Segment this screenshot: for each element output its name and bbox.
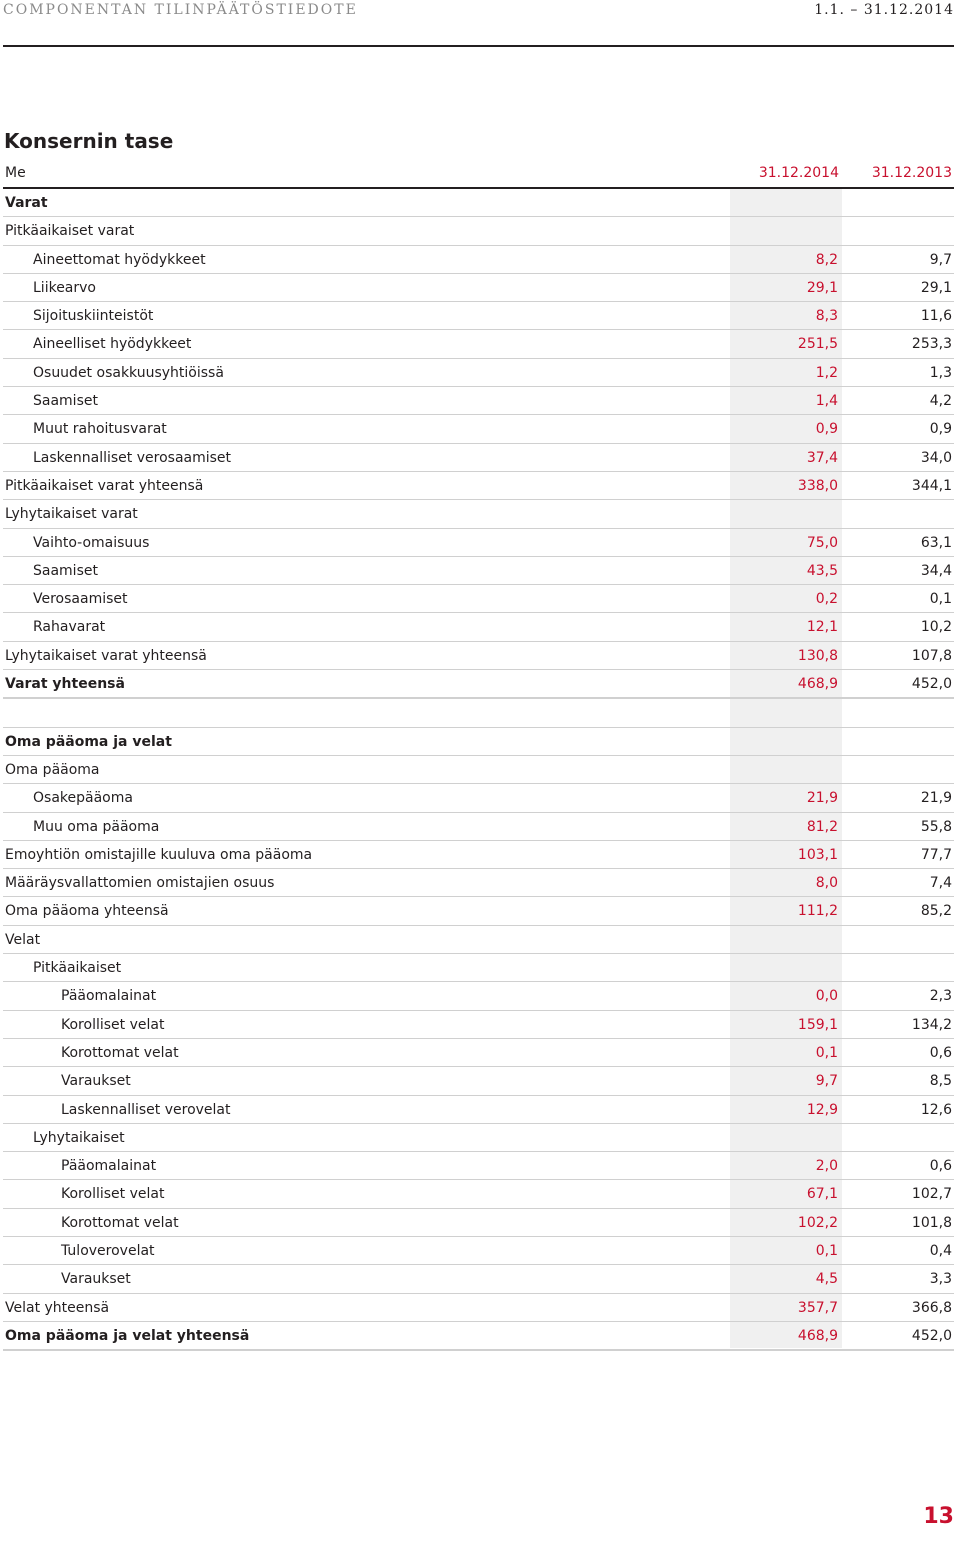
row-label: Varaukset <box>61 1073 131 1090</box>
row-label: Oma pääoma <box>5 761 100 778</box>
value-2013: 0,4 <box>929 1242 952 1259</box>
value-2014: 103,1 <box>797 846 838 863</box>
row-label: Osakepääoma <box>33 790 133 807</box>
table-row <box>3 982 954 1010</box>
value-2013: 21,9 <box>920 790 952 807</box>
value-2013: 2,3 <box>929 988 952 1005</box>
value-2014: 1,4 <box>815 393 838 410</box>
value-2014: 81,2 <box>806 818 838 835</box>
row-label: Korolliset velat <box>61 1186 165 1203</box>
value-2013: 452,0 <box>911 1327 952 1344</box>
row-label: Muut rahoitusvarat <box>33 421 167 438</box>
value-2013: 102,7 <box>911 1186 952 1203</box>
value-2013: 11,6 <box>920 308 952 325</box>
value-2014: 111,2 <box>797 903 838 920</box>
row-label: Velat yhteensä <box>5 1299 110 1316</box>
value-2013: 4,2 <box>929 393 952 410</box>
table-row <box>3 784 954 812</box>
value-2013: 8,5 <box>929 1073 952 1090</box>
table-row <box>3 330 954 358</box>
value-2014: 2,0 <box>815 1158 838 1175</box>
table-row <box>3 529 954 557</box>
row-label: Korolliset velat <box>61 1016 165 1033</box>
row-label: Määräysvallattomien omistajien osuus <box>5 875 275 892</box>
value-2014: 29,1 <box>806 279 838 296</box>
value-2014: 12,1 <box>806 619 838 636</box>
value-2013: 0,1 <box>929 591 952 608</box>
value-2014: 159,1 <box>797 1016 838 1033</box>
value-2013: 63,1 <box>920 534 952 551</box>
row-label: Pääomalainat <box>61 988 157 1005</box>
table-row <box>3 189 954 217</box>
balance-sheet-table <box>3 160 954 1351</box>
row-label: Tuloverovelat <box>61 1242 155 1259</box>
table-row <box>3 274 954 302</box>
row-label: Liikearvo <box>33 279 96 296</box>
row-label: Aineelliset hyödykkeet <box>33 336 192 353</box>
value-2014: 67,1 <box>806 1186 838 1203</box>
row-label: Laskennalliset verosaamiset <box>33 449 232 466</box>
value-2013: 7,4 <box>929 875 952 892</box>
row-label: Oma pääoma ja velat yhteensä <box>5 1327 250 1344</box>
table-row <box>3 1096 954 1124</box>
row-label: Korottomat velat <box>61 1214 179 1231</box>
value-2014: 12,9 <box>806 1101 838 1118</box>
table-row <box>3 1067 954 1095</box>
value-2014: 468,9 <box>797 676 838 693</box>
value-2013: 34,4 <box>920 562 952 579</box>
table-row <box>3 813 954 841</box>
row-label: Lyhytaikaiset <box>33 1129 125 1146</box>
table-row <box>3 1011 954 1039</box>
row-label: Pääomalainat <box>61 1158 157 1175</box>
value-2014: 251,5 <box>797 336 838 353</box>
value-2014: 468,9 <box>797 1327 838 1344</box>
table-row <box>3 585 954 613</box>
row-label: Rahavarat <box>33 619 106 636</box>
row-label: Varaukset <box>61 1271 131 1288</box>
value-2014: 8,2 <box>815 251 838 268</box>
row-label: Varat yhteensä <box>5 676 125 693</box>
value-2013: 3,3 <box>929 1271 952 1288</box>
value-2013: 85,2 <box>920 903 952 920</box>
table-row <box>3 670 954 699</box>
table-row <box>3 756 954 784</box>
table-row <box>3 1039 954 1067</box>
table-row <box>3 1152 954 1180</box>
table-row <box>3 1124 954 1152</box>
row-label: Verosaamiset <box>33 591 128 608</box>
document-title: COMPONENTAN TILINPÄÄTÖSTIEDOTE <box>3 2 358 18</box>
table-row <box>3 642 954 670</box>
table-row <box>3 387 954 415</box>
value-2014: 0,0 <box>815 988 838 1005</box>
table-row <box>3 1209 954 1237</box>
row-label: Muu oma pääoma <box>33 818 160 835</box>
value-2013: 12,6 <box>920 1101 952 1118</box>
column-header-2013: 31.12.2013 <box>871 165 952 181</box>
row-label: Emoyhtiön omistajille kuuluva oma pääoma <box>5 846 313 863</box>
table-row <box>3 1294 954 1322</box>
row-label: Osuudet osakkuusyhtiöissä <box>33 364 224 381</box>
table-row <box>3 415 954 443</box>
value-2014: 102,2 <box>797 1214 838 1231</box>
value-2014: 37,4 <box>806 449 838 466</box>
value-2014: 8,3 <box>815 308 838 325</box>
value-2014: 357,7 <box>797 1299 838 1316</box>
row-label: Aineettomat hyödykkeet <box>33 251 206 268</box>
row-label: Saamiset <box>33 562 98 579</box>
page-number: 13 <box>923 1504 954 1529</box>
value-2013: 253,3 <box>911 336 952 353</box>
value-2014: 0,9 <box>815 421 838 438</box>
value-2013: 9,7 <box>929 251 952 268</box>
column-header-2014: 31.12.2014 <box>758 165 839 181</box>
row-label: Saamiset <box>33 393 98 410</box>
value-2013: 452,0 <box>911 676 952 693</box>
value-2013: 34,0 <box>920 449 952 466</box>
value-2014: 0,1 <box>815 1242 838 1259</box>
row-label: Laskennalliset verovelat <box>61 1101 231 1118</box>
row-label: Sijoituskiinteistöt <box>33 308 154 325</box>
row-label: Varat <box>5 195 48 211</box>
table-row <box>3 246 954 274</box>
value-2013: 0,6 <box>929 1044 952 1061</box>
page-title: Konsernin tase <box>4 129 174 153</box>
value-2013: 29,1 <box>920 279 952 296</box>
table-row <box>3 613 954 641</box>
row-label: Korottomat velat <box>61 1044 179 1061</box>
table-row <box>3 472 954 500</box>
table-row <box>3 1322 954 1351</box>
table-row <box>3 728 954 756</box>
value-2013: 55,8 <box>920 818 952 835</box>
table-row <box>3 1237 954 1265</box>
value-2014: 1,2 <box>815 364 838 381</box>
table-row <box>3 359 954 387</box>
row-label: Pitkäaikaiset varat yhteensä <box>5 477 204 494</box>
value-2014: 0,1 <box>815 1044 838 1061</box>
table-row <box>3 557 954 585</box>
value-2013: 366,8 <box>911 1299 952 1316</box>
row-label: Lyhytaikaiset varat <box>5 506 138 523</box>
table-row <box>3 444 954 472</box>
value-2014: 8,0 <box>815 875 838 892</box>
value-2013: 77,7 <box>920 846 952 863</box>
row-label: Lyhytaikaiset varat yhteensä <box>5 647 207 664</box>
table-row <box>3 841 954 869</box>
table-row <box>3 926 954 954</box>
value-2013: 101,8 <box>911 1214 952 1231</box>
document-header <box>3 0 954 24</box>
table-row <box>3 869 954 897</box>
table-row <box>3 1180 954 1208</box>
value-2014: 130,8 <box>797 647 838 664</box>
value-2013: 134,2 <box>911 1016 952 1033</box>
unit-label: Me <box>5 165 26 181</box>
row-label: Pitkäaikaiset varat <box>5 223 135 240</box>
value-2014: 0,2 <box>815 591 838 608</box>
value-2014: 43,5 <box>806 562 838 579</box>
value-2013: 1,3 <box>929 364 952 381</box>
row-label: Oma pääoma ja velat <box>5 733 172 750</box>
value-2014: 9,7 <box>815 1073 838 1090</box>
value-2014: 4,5 <box>815 1271 838 1288</box>
row-label: Vaihto-omaisuus <box>33 534 150 551</box>
row-label: Oma pääoma yhteensä <box>5 903 169 920</box>
row-label: Pitkäaikaiset <box>33 960 122 977</box>
value-2013: 0,9 <box>929 421 952 438</box>
value-2013: 107,8 <box>911 647 952 664</box>
table-row <box>3 954 954 982</box>
table-row <box>3 897 954 925</box>
table-row <box>3 217 954 245</box>
value-2013: 0,6 <box>929 1158 952 1175</box>
value-2014: 75,0 <box>806 534 838 551</box>
row-label: Velat <box>5 931 41 948</box>
value-2014: 338,0 <box>797 477 838 494</box>
document-period: 1.1. – 31.12.2014 <box>814 2 954 18</box>
value-2014: 21,9 <box>806 790 838 807</box>
spacer-row <box>3 699 954 727</box>
value-2013: 344,1 <box>911 477 952 494</box>
value-2013: 10,2 <box>920 619 952 636</box>
table-header <box>3 160 954 189</box>
table-row <box>3 1265 954 1293</box>
header-divider <box>3 45 954 47</box>
table-row <box>3 302 954 330</box>
table-row <box>3 500 954 528</box>
